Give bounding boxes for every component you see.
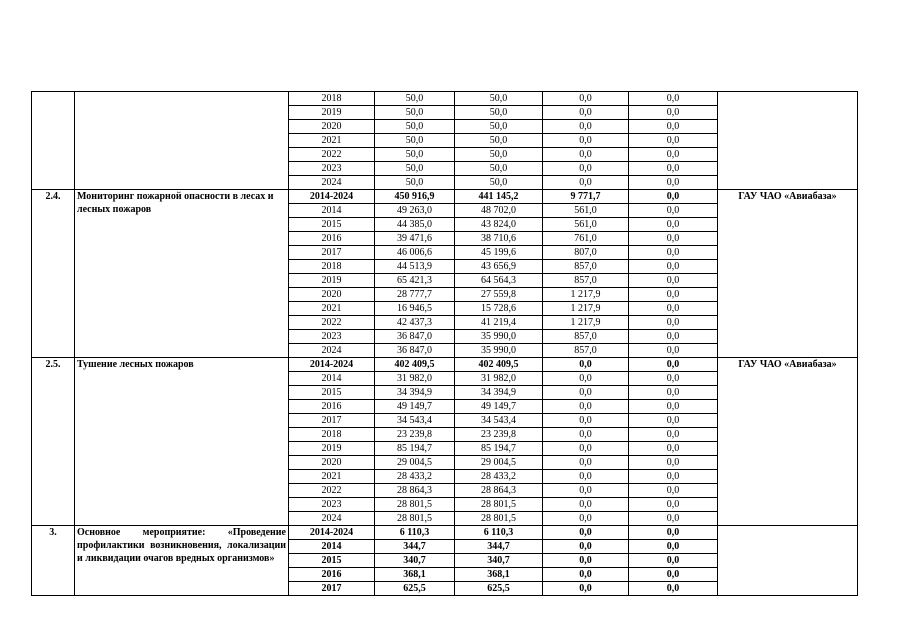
other-sources-cell: 0,0	[629, 554, 718, 568]
other-sources-cell: 0,0	[629, 148, 718, 162]
total-cell: 31 982,0	[375, 372, 455, 386]
year-cell: 2016	[289, 568, 375, 582]
total-cell: 28 777,7	[375, 288, 455, 302]
year-cell: 2014-2024	[289, 526, 375, 540]
total-cell: 50,0	[375, 162, 455, 176]
federal-budget-cell: 0,0	[543, 512, 629, 526]
total-cell: 368,1	[375, 568, 455, 582]
federal-budget-cell: 0,0	[543, 400, 629, 414]
item-number: 2.5.	[32, 358, 75, 526]
item-number	[32, 92, 75, 190]
total-cell: 28 864,3	[375, 484, 455, 498]
district-budget-cell: 48 702,0	[455, 204, 543, 218]
district-budget-cell: 23 239,8	[455, 428, 543, 442]
district-budget-cell: 28 801,5	[455, 512, 543, 526]
federal-budget-cell: 0,0	[543, 162, 629, 176]
year-cell: 2018	[289, 92, 375, 106]
year-cell: 2019	[289, 442, 375, 456]
federal-budget-cell: 1 217,9	[543, 302, 629, 316]
district-budget-cell: 35 990,0	[455, 344, 543, 358]
district-budget-cell: 28 864,3	[455, 484, 543, 498]
item-number: 2.4.	[32, 190, 75, 358]
total-cell: 28 433,2	[375, 470, 455, 484]
district-budget-cell: 15 728,6	[455, 302, 543, 316]
other-sources-cell: 0,0	[629, 316, 718, 330]
total-cell: 49 149,7	[375, 400, 455, 414]
year-cell: 2014-2024	[289, 190, 375, 204]
federal-budget-cell: 761,0	[543, 232, 629, 246]
federal-budget-cell: 0,0	[543, 120, 629, 134]
district-budget-cell: 27 559,8	[455, 288, 543, 302]
total-cell: 29 004,5	[375, 456, 455, 470]
other-sources-cell: 0,0	[629, 176, 718, 190]
district-budget-cell: 50,0	[455, 106, 543, 120]
federal-budget-cell: 0,0	[543, 484, 629, 498]
federal-budget-cell: 0,0	[543, 540, 629, 554]
year-cell: 2014-2024	[289, 358, 375, 372]
district-budget-cell: 41 219,4	[455, 316, 543, 330]
federal-budget-cell: 0,0	[543, 358, 629, 372]
other-sources-cell: 0,0	[629, 498, 718, 512]
budget-table-page	[31, 91, 857, 601]
federal-budget-cell: 0,0	[543, 498, 629, 512]
federal-budget-cell: 0,0	[543, 106, 629, 120]
item-name	[75, 92, 289, 190]
other-sources-cell: 0,0	[629, 302, 718, 316]
year-cell: 2021	[289, 302, 375, 316]
federal-budget-cell: 0,0	[543, 470, 629, 484]
year-cell: 2022	[289, 316, 375, 330]
district-budget-cell: 50,0	[455, 120, 543, 134]
federal-budget-cell: 0,0	[543, 92, 629, 106]
other-sources-cell: 0,0	[629, 162, 718, 176]
year-cell: 2022	[289, 484, 375, 498]
federal-budget-cell: 0,0	[543, 456, 629, 470]
total-cell: 50,0	[375, 134, 455, 148]
district-budget-cell: 43 656,9	[455, 260, 543, 274]
total-cell: 36 847,0	[375, 344, 455, 358]
total-cell: 23 239,8	[375, 428, 455, 442]
district-budget-cell: 64 564,3	[455, 274, 543, 288]
other-sources-cell: 0,0	[629, 386, 718, 400]
total-cell: 28 801,5	[375, 498, 455, 512]
item-number: 3.	[32, 526, 75, 596]
federal-budget-cell: 0,0	[543, 442, 629, 456]
federal-budget-cell: 0,0	[543, 582, 629, 596]
budget-table	[31, 91, 858, 596]
year-cell: 2015	[289, 554, 375, 568]
total-cell: 36 847,0	[375, 330, 455, 344]
table-body	[32, 92, 858, 596]
other-sources-cell: 0,0	[629, 470, 718, 484]
year-cell: 2019	[289, 106, 375, 120]
other-sources-cell: 0,0	[629, 414, 718, 428]
district-budget-cell: 31 982,0	[455, 372, 543, 386]
district-budget-cell: 344,7	[455, 540, 543, 554]
federal-budget-cell: 561,0	[543, 218, 629, 232]
other-sources-cell: 0,0	[629, 372, 718, 386]
federal-budget-cell: 0,0	[543, 386, 629, 400]
executor-cell	[718, 92, 858, 190]
year-cell: 2016	[289, 232, 375, 246]
federal-budget-cell: 857,0	[543, 260, 629, 274]
district-budget-cell: 43 824,0	[455, 218, 543, 232]
other-sources-cell: 0,0	[629, 274, 718, 288]
year-cell: 2021	[289, 134, 375, 148]
year-cell: 2018	[289, 260, 375, 274]
district-budget-cell: 50,0	[455, 176, 543, 190]
other-sources-cell: 0,0	[629, 540, 718, 554]
year-cell: 2024	[289, 344, 375, 358]
year-cell: 2023	[289, 162, 375, 176]
total-cell: 344,7	[375, 540, 455, 554]
federal-budget-cell: 857,0	[543, 330, 629, 344]
year-cell: 2014	[289, 372, 375, 386]
total-cell: 46 006,6	[375, 246, 455, 260]
other-sources-cell: 0,0	[629, 190, 718, 204]
other-sources-cell: 0,0	[629, 106, 718, 120]
federal-budget-cell: 0,0	[543, 526, 629, 540]
year-cell: 2017	[289, 582, 375, 596]
other-sources-cell: 0,0	[629, 582, 718, 596]
district-budget-cell: 6 110,3	[455, 526, 543, 540]
federal-budget-cell: 0,0	[543, 414, 629, 428]
other-sources-cell: 0,0	[629, 358, 718, 372]
federal-budget-cell: 0,0	[543, 372, 629, 386]
year-cell: 2024	[289, 512, 375, 526]
district-budget-cell: 340,7	[455, 554, 543, 568]
other-sources-cell: 0,0	[629, 232, 718, 246]
other-sources-cell: 0,0	[629, 456, 718, 470]
federal-budget-cell: 0,0	[543, 428, 629, 442]
other-sources-cell: 0,0	[629, 526, 718, 540]
district-budget-cell: 50,0	[455, 148, 543, 162]
year-cell: 2018	[289, 428, 375, 442]
year-cell: 2017	[289, 414, 375, 428]
district-budget-cell: 49 149,7	[455, 400, 543, 414]
executor-cell: ГАУ ЧАО «Авиабаза»	[718, 358, 858, 526]
federal-budget-cell: 1 217,9	[543, 288, 629, 302]
total-cell: 50,0	[375, 148, 455, 162]
federal-budget-cell: 0,0	[543, 134, 629, 148]
year-cell: 2024	[289, 176, 375, 190]
federal-budget-cell: 561,0	[543, 204, 629, 218]
other-sources-cell: 0,0	[629, 288, 718, 302]
total-cell: 50,0	[375, 106, 455, 120]
year-cell: 2021	[289, 470, 375, 484]
total-cell: 402 409,5	[375, 358, 455, 372]
other-sources-cell: 0,0	[629, 330, 718, 344]
district-budget-cell: 50,0	[455, 162, 543, 176]
total-cell: 42 437,3	[375, 316, 455, 330]
federal-budget-cell: 0,0	[543, 176, 629, 190]
total-cell: 340,7	[375, 554, 455, 568]
total-cell: 85 194,7	[375, 442, 455, 456]
total-cell: 49 263,0	[375, 204, 455, 218]
table-row	[32, 190, 858, 204]
total-cell: 65 421,3	[375, 274, 455, 288]
total-cell: 16 946,5	[375, 302, 455, 316]
table-row	[32, 526, 858, 540]
other-sources-cell: 0,0	[629, 400, 718, 414]
district-budget-cell: 85 194,7	[455, 442, 543, 456]
executor-cell	[718, 526, 858, 596]
year-cell: 2014	[289, 540, 375, 554]
federal-budget-cell: 857,0	[543, 344, 629, 358]
other-sources-cell: 0,0	[629, 120, 718, 134]
year-cell: 2020	[289, 456, 375, 470]
federal-budget-cell: 1 217,9	[543, 316, 629, 330]
other-sources-cell: 0,0	[629, 92, 718, 106]
total-cell: 6 110,3	[375, 526, 455, 540]
federal-budget-cell: 857,0	[543, 274, 629, 288]
year-cell: 2020	[289, 120, 375, 134]
year-cell: 2016	[289, 400, 375, 414]
year-cell: 2023	[289, 498, 375, 512]
other-sources-cell: 0,0	[629, 260, 718, 274]
year-cell: 2015	[289, 386, 375, 400]
district-budget-cell: 35 990,0	[455, 330, 543, 344]
item-name: Тушение лесных пожаров	[75, 358, 289, 526]
other-sources-cell: 0,0	[629, 428, 718, 442]
year-cell: 2020	[289, 288, 375, 302]
district-budget-cell: 402 409,5	[455, 358, 543, 372]
district-budget-cell: 38 710,6	[455, 232, 543, 246]
other-sources-cell: 0,0	[629, 218, 718, 232]
total-cell: 34 394,9	[375, 386, 455, 400]
total-cell: 34 543,4	[375, 414, 455, 428]
district-budget-cell: 29 004,5	[455, 456, 543, 470]
year-cell: 2015	[289, 218, 375, 232]
other-sources-cell: 0,0	[629, 442, 718, 456]
total-cell: 44 513,9	[375, 260, 455, 274]
district-budget-cell: 34 394,9	[455, 386, 543, 400]
federal-budget-cell: 0,0	[543, 568, 629, 582]
other-sources-cell: 0,0	[629, 568, 718, 582]
other-sources-cell: 0,0	[629, 134, 718, 148]
item-name: Основное мероприятие: «Проведение профилактики возникновения, локализации и ликвидации очагов вредных организмов»	[75, 526, 289, 596]
table-row	[32, 358, 858, 372]
total-cell: 44 385,0	[375, 218, 455, 232]
item-name: Мониторинг пожарной опасности в лесах и лесных пожаров	[75, 190, 289, 358]
year-cell: 2017	[289, 246, 375, 260]
other-sources-cell: 0,0	[629, 246, 718, 260]
total-cell: 28 801,5	[375, 512, 455, 526]
district-budget-cell: 625,5	[455, 582, 543, 596]
district-budget-cell: 50,0	[455, 134, 543, 148]
district-budget-cell: 441 145,2	[455, 190, 543, 204]
executor-cell: ГАУ ЧАО «Авиабаза»	[718, 190, 858, 358]
federal-budget-cell: 0,0	[543, 148, 629, 162]
federal-budget-cell: 807,0	[543, 246, 629, 260]
district-budget-cell: 50,0	[455, 92, 543, 106]
district-budget-cell: 28 433,2	[455, 470, 543, 484]
year-cell: 2014	[289, 204, 375, 218]
other-sources-cell: 0,0	[629, 204, 718, 218]
total-cell: 450 916,9	[375, 190, 455, 204]
total-cell: 50,0	[375, 92, 455, 106]
federal-budget-cell: 0,0	[543, 554, 629, 568]
table-row	[32, 92, 858, 106]
total-cell: 50,0	[375, 176, 455, 190]
total-cell: 50,0	[375, 120, 455, 134]
other-sources-cell: 0,0	[629, 344, 718, 358]
district-budget-cell: 34 543,4	[455, 414, 543, 428]
district-budget-cell: 28 801,5	[455, 498, 543, 512]
other-sources-cell: 0,0	[629, 512, 718, 526]
total-cell: 39 471,6	[375, 232, 455, 246]
year-cell: 2022	[289, 148, 375, 162]
year-cell: 2023	[289, 330, 375, 344]
federal-budget-cell: 9 771,7	[543, 190, 629, 204]
district-budget-cell: 45 199,6	[455, 246, 543, 260]
other-sources-cell: 0,0	[629, 484, 718, 498]
year-cell: 2019	[289, 274, 375, 288]
district-budget-cell: 368,1	[455, 568, 543, 582]
total-cell: 625,5	[375, 582, 455, 596]
